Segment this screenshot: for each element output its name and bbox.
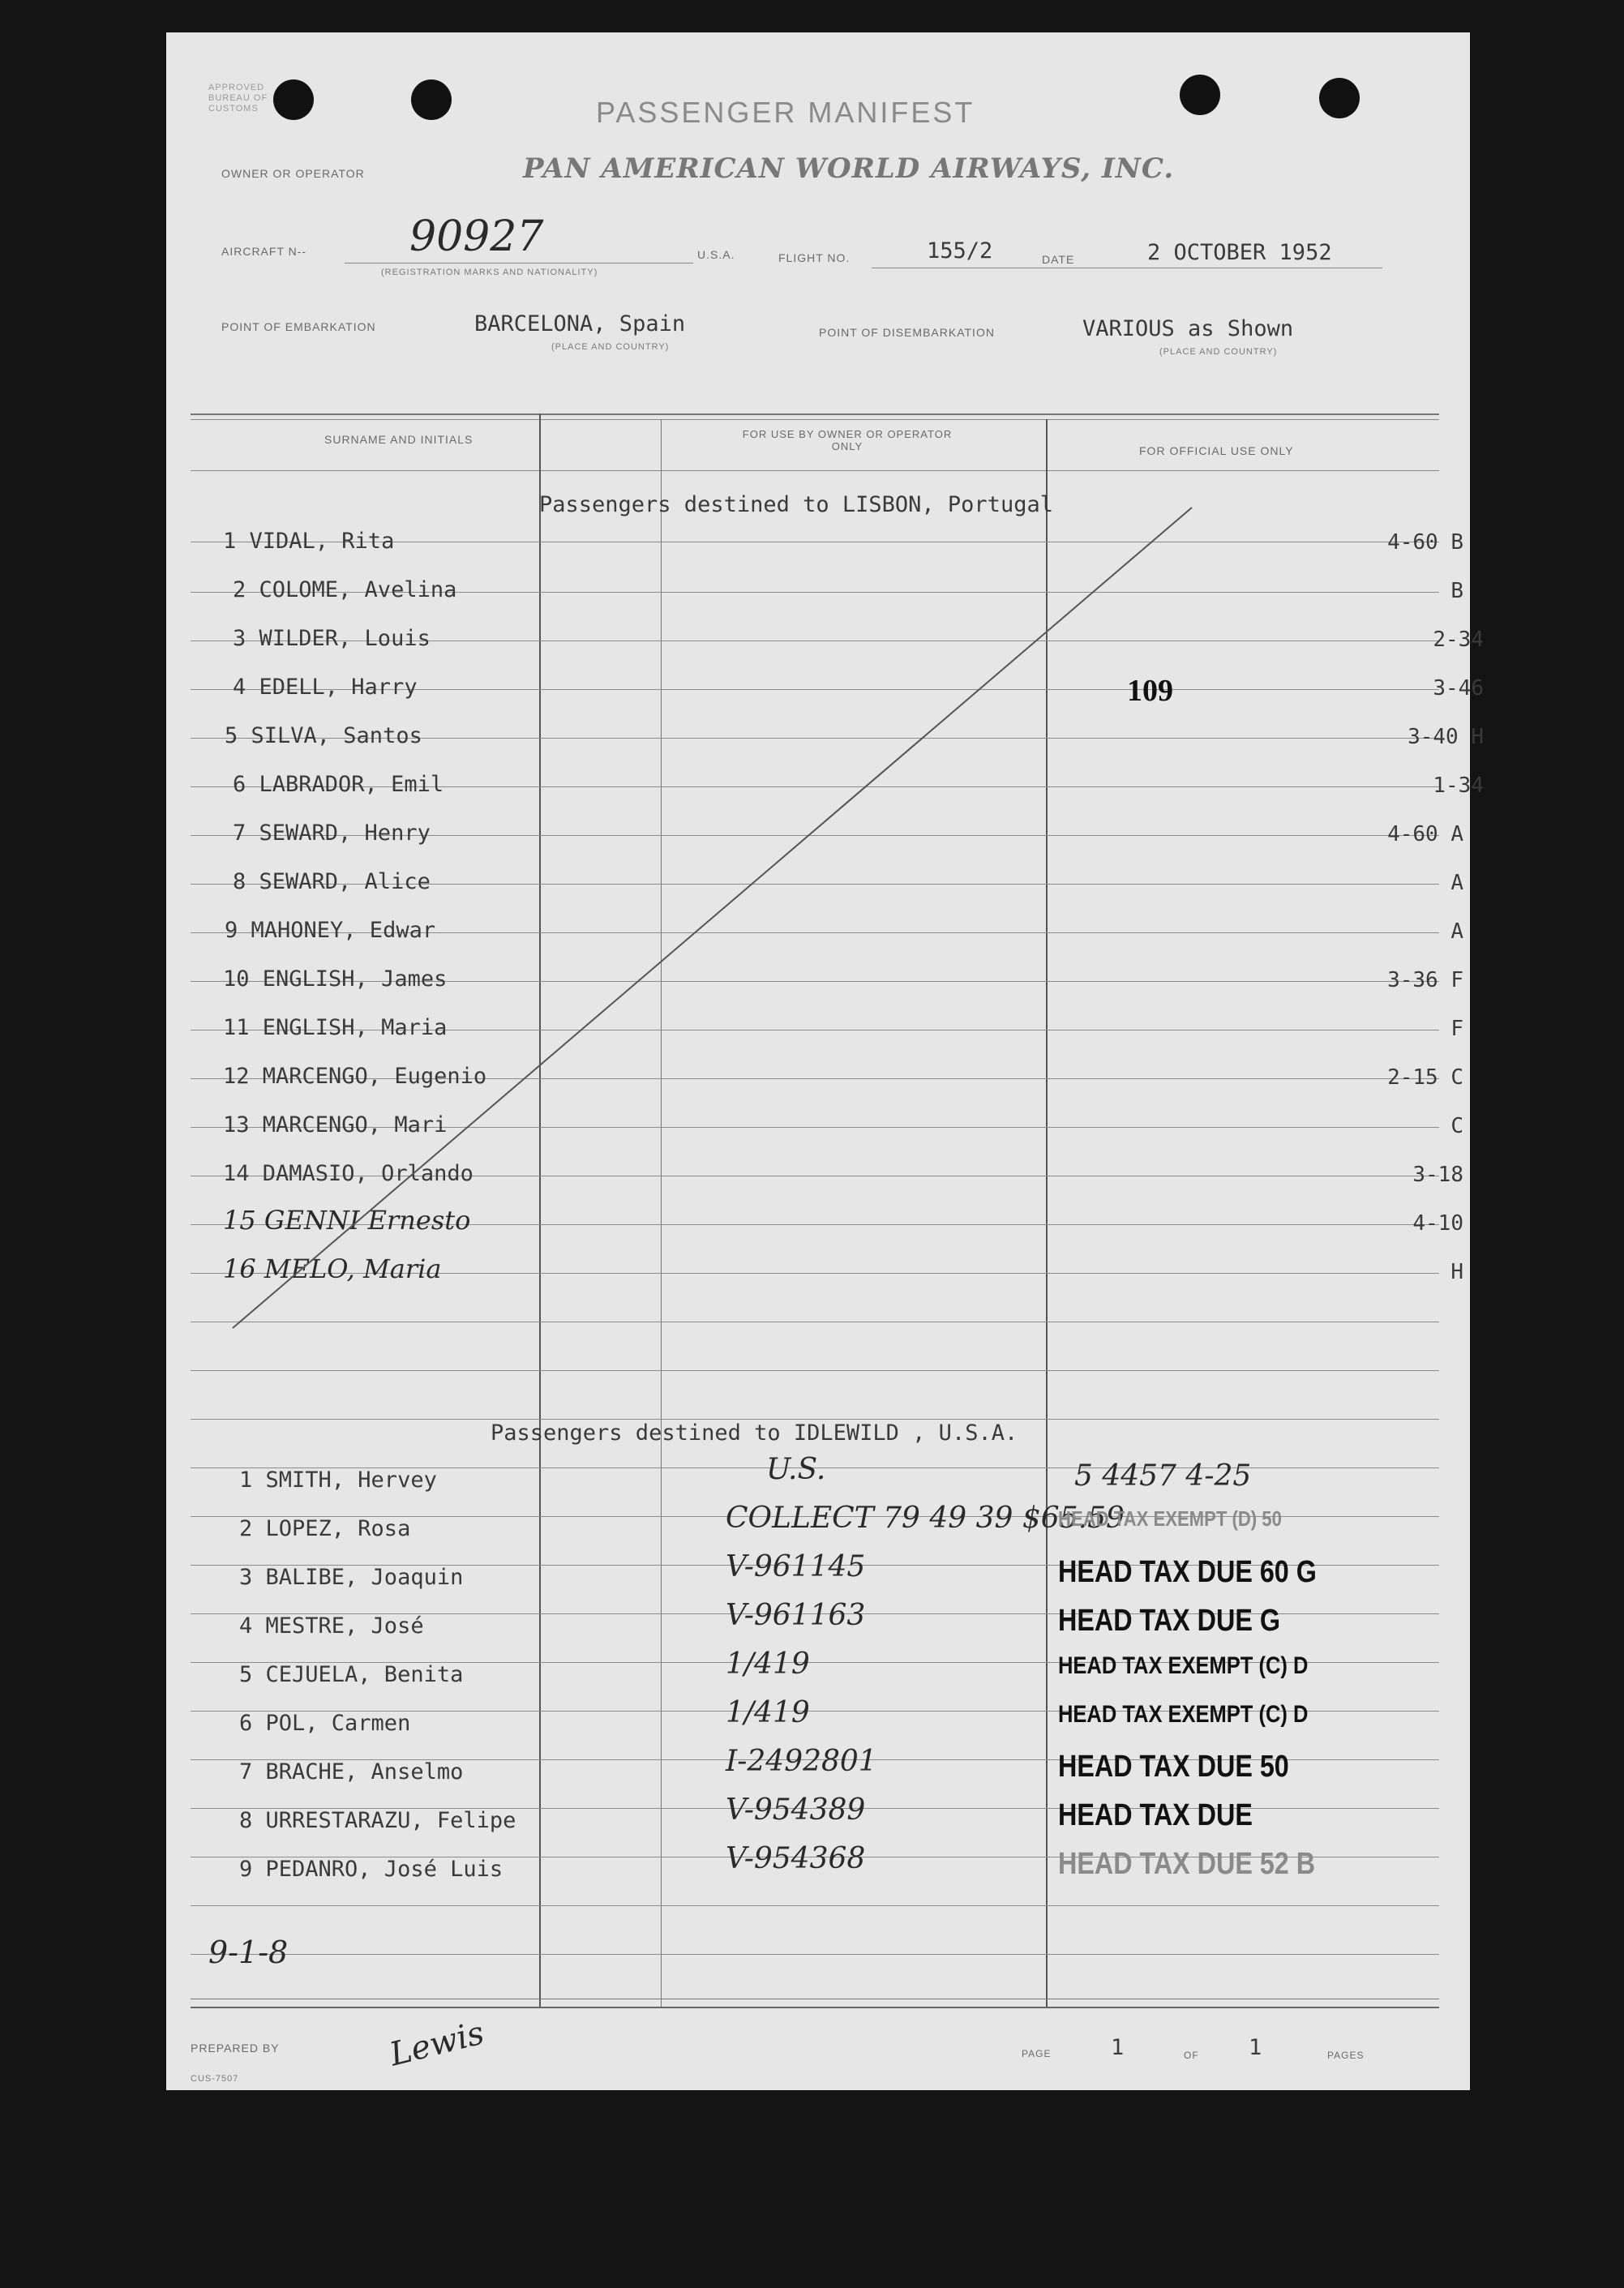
passenger-name: 3 BALIBE, Joaquin [239, 1565, 464, 1590]
official-notation: 5 4457 4-25 [1074, 1459, 1252, 1493]
column-header-surname: SURNAME AND INITIALS [324, 433, 473, 446]
passenger-name: 4 EDELL, Harry [233, 675, 418, 700]
flight-number: 155/2 [927, 238, 993, 264]
passenger-name: 5 SILVA, Santos [225, 723, 422, 748]
official-notation: B [1450, 579, 1463, 603]
date-label: DATE [1042, 253, 1075, 266]
page-number: 1 [1111, 2035, 1125, 2060]
passenger-name: 9 PEDANRO, José Luis [239, 1857, 503, 1882]
aircraft-label: AIRCRAFT N-- [221, 245, 307, 258]
passenger-name: 2 COLOME, Avelina [233, 577, 457, 602]
owner-note: V-954368 [726, 1842, 866, 1875]
official-notation: 3-36 F [1387, 968, 1463, 992]
form-number: CUS-7507 [191, 2074, 239, 2084]
official-notation: A [1450, 871, 1463, 895]
place-caption: (PLACE AND COUNTRY) [551, 342, 670, 352]
head-tax-stamp: HEAD TAX DUE [1058, 1798, 1253, 1832]
usa-label: U.S.A. [697, 248, 735, 261]
column-header-owner-use: FOR USE BY OWNER OR OPERATOR ONLY [742, 428, 953, 452]
tally-note: 9-1-8 [208, 1935, 289, 1970]
owner-name: PAN AMERICAN WORLD AIRWAYS, INC. [523, 152, 1175, 185]
ruled-line [191, 1905, 1439, 1906]
owner-note: I-2492801 [726, 1745, 877, 1778]
flight-label: FLIGHT NO. [778, 251, 851, 264]
head-tax-stamp: HEAD TAX DUE 50 [1058, 1750, 1289, 1784]
passenger-name: 15 GENNI Ernesto [223, 1205, 471, 1236]
passenger-name: 16 MELO, Maria [223, 1253, 442, 1284]
passenger-name: 6 LABRADOR, Emil [233, 772, 444, 797]
manifest-page [166, 32, 1484, 2090]
passenger-name: 4 MESTRE, José [239, 1613, 424, 1639]
passenger-name: 13 MARCENGO, Mari [223, 1112, 448, 1138]
passenger-name: 5 CEJUELA, Benita [239, 1662, 464, 1687]
ruled-line [191, 1954, 1439, 1955]
head-tax-stamp: HEAD TAX EXEMPT (C) D [1058, 1701, 1309, 1728]
registration-caption: (REGISTRATION MARKS AND NATIONALITY) [381, 268, 598, 277]
passenger-name: 3 WILDER, Louis [233, 626, 431, 651]
owner-note: V-961163 [726, 1599, 866, 1632]
owner-note: U.S. [766, 1453, 826, 1486]
owner-note: 1/419 [726, 1647, 810, 1681]
page-label: PAGE [1022, 2048, 1052, 2059]
official-notation: 4-60 B [1387, 530, 1463, 555]
official-notation: A [1450, 919, 1463, 944]
passenger-name: 6 POL, Carmen [239, 1711, 411, 1736]
cancellation-line [166, 32, 1470, 1411]
passenger-name: 8 SEWARD, Alice [233, 869, 431, 894]
form-title: PASSENGER MANIFEST [596, 96, 975, 129]
disembarkation-label: POINT OF DISEMBARKATION [819, 326, 995, 339]
passenger-name: 11 ENGLISH, Maria [223, 1015, 448, 1040]
embarkation-label: POINT OF EMBARKATION [221, 320, 376, 333]
passenger-name: 14 DAMASIO, Orlando [223, 1161, 473, 1186]
passenger-name: 8 URRESTARAZU, Felipe [239, 1808, 516, 1833]
official-notation: 2-15 C [1387, 1065, 1463, 1090]
pages-label: PAGES [1327, 2050, 1365, 2061]
official-notation: 1-34 [1433, 773, 1484, 798]
head-tax-stamp: HEAD TAX DUE 60 G [1058, 1555, 1317, 1589]
owner-note: V-954389 [726, 1793, 866, 1827]
passenger-name: 9 MAHONEY, Edwar [225, 918, 436, 943]
ruled-line [191, 1419, 1439, 1420]
passenger-name: 10 ENGLISH, James [223, 966, 448, 992]
passenger-name: 12 MARCENGO, Eugenio [223, 1064, 487, 1089]
head-tax-stamp: HEAD TAX EXEMPT (D) 50 [1058, 1506, 1282, 1531]
passenger-name: 7 SEWARD, Henry [233, 821, 431, 846]
owner-label: OWNER OR OPERATOR [221, 167, 365, 180]
embarkation-value: BARCELONA, Spain [474, 311, 686, 336]
passenger-name: 1 VIDAL, Rita [223, 529, 395, 554]
official-notation: 2-34 [1433, 628, 1484, 652]
approval-stamp: APPROVED BUREAU OF CUSTOMS [208, 83, 268, 114]
aircraft-number: 90927 [409, 212, 544, 261]
column-header-official: FOR OFFICIAL USE ONLY [1139, 444, 1294, 457]
passenger-name: 7 BRACHE, Anselmo [239, 1759, 464, 1785]
owner-note: V-961145 [726, 1550, 866, 1583]
section-heading-idlewild: Passengers destined to IDLEWILD , U.S.A. [491, 1420, 1018, 1446]
signature: Lewis [386, 2014, 488, 2074]
owner-note: 1/419 [726, 1696, 810, 1729]
head-tax-stamp: HEAD TAX DUE 52 B [1058, 1847, 1316, 1881]
official-notation: F [1450, 1017, 1463, 1041]
place-caption: (PLACE AND COUNTRY) [1159, 347, 1278, 357]
count-stamp: 109 [1127, 674, 1173, 708]
official-notation: C [1450, 1114, 1463, 1138]
page-total: 1 [1249, 2035, 1262, 2060]
disembarkation-value: VARIOUS as Shown [1082, 316, 1294, 341]
owner-note: COLLECT 79 49 39 $65.59 [726, 1502, 1125, 1535]
official-notation: 4-10 [1412, 1211, 1463, 1236]
official-notation: 3-46 [1433, 676, 1484, 701]
official-notation: H [1450, 1260, 1463, 1284]
official-notation: 3-40 H [1408, 725, 1484, 749]
prepared-by-label: PREPARED BY [191, 2042, 280, 2054]
of-label: OF [1184, 2050, 1199, 2061]
head-tax-stamp: HEAD TAX EXEMPT (C) D [1058, 1652, 1309, 1679]
flight-date: 2 OCTOBER 1952 [1147, 240, 1332, 265]
official-notation: 4-60 A [1387, 822, 1463, 846]
section-heading-lisbon: Passengers destined to LISBON, Portugal [539, 492, 1053, 517]
head-tax-stamp: HEAD TAX DUE G [1058, 1604, 1280, 1638]
official-notation: 3-18 [1412, 1163, 1463, 1187]
passenger-name: 2 LOPEZ, Rosa [239, 1516, 411, 1541]
passenger-name: 1 SMITH, Hervey [239, 1467, 437, 1493]
